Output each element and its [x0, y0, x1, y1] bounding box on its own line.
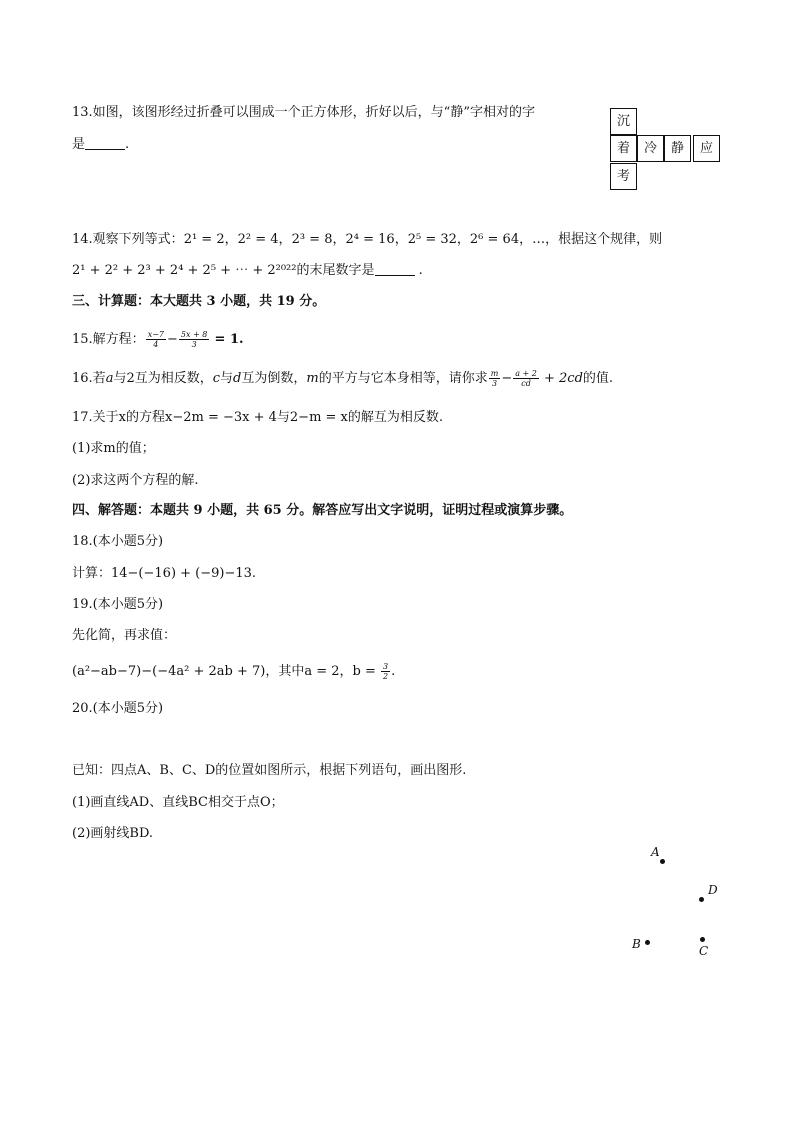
- point-b: [645, 940, 650, 945]
- q20-part2: (2)画射线BD.: [72, 826, 154, 841]
- point-c: [700, 937, 705, 942]
- q18-body: 计算：14−(−16) + (−9)−13.: [72, 566, 257, 581]
- q17-part2: (2)求这两个方程的解.: [72, 473, 199, 488]
- point-label-d: D: [708, 883, 718, 897]
- q14-eq-4: 2⁴ = 16: [345, 232, 395, 247]
- net-cell-6: 考: [610, 163, 637, 190]
- q15-prefix: 15.解方程：: [72, 332, 145, 347]
- net-cell-3: 冷: [637, 135, 664, 162]
- q17-part1: (1)求m的值；: [72, 441, 155, 456]
- q19-expr: (a²−ab−7)−(−4a² + 2ab + 7)，其中a = 2，b = $\frac{3}{2}$ .: [72, 662, 396, 681]
- net-cell-1: 沉: [610, 108, 637, 135]
- section-3-heading: 三、计算题：本大题共 3 小题，共 19 分。: [72, 294, 326, 309]
- q19-header: 19.(本小题5分): [72, 597, 164, 612]
- q14-line2-text: 的末尾数字是: [296, 263, 375, 278]
- point-d: [699, 897, 704, 902]
- q15-frac-1: $\frac{x-7}{4}$: [147, 330, 164, 349]
- q14-line2-expr: 2¹ + 2² + 2³ + 2⁴ + 2⁵ + ⋯ + 2²⁰²²: [72, 263, 297, 278]
- q14-line2-end: .: [418, 263, 423, 278]
- net-cell-4: 静: [664, 135, 691, 162]
- q14-eq-2: 2² = 4: [237, 232, 279, 247]
- q13-line2-suffix: .: [125, 137, 130, 152]
- q19-frac-b: $\frac{3}{2}$: [382, 662, 389, 681]
- q16: 16.若a与2互为相反数，c与d互为倒数，m的平方与它本身相等，请你求 $\frac{m}{3}$ − $\frac{a + 2}{cd}$ + 2cd的值.: [72, 369, 614, 388]
- q13-line1: 13.如图，该图形经过折叠可以围成一个正方体形，折好以后，与“静”字相对的字: [72, 105, 535, 120]
- q14-tail: ，…，根据这个规律，则: [519, 232, 663, 247]
- q17-line1: 17.关于x的方程x−2m = −3x + 4与2−m = x的解互为相反数.: [72, 410, 444, 425]
- q16-frac-2: $\frac{a + 2}{cd}$: [515, 369, 537, 388]
- q13-line2: [72, 136, 129, 154]
- q20-part1: (1)画直线AD、直线BC相交于点O；: [72, 795, 284, 810]
- net-cell-2: 着: [610, 135, 637, 162]
- q14-eq-6: 2⁶ = 64: [469, 232, 520, 247]
- answer-blank[interactable]: [375, 263, 415, 276]
- q15-frac-2: $\frac{5x + 8}{3}$: [180, 330, 208, 349]
- point-label-b: B: [632, 937, 641, 951]
- point-a: [660, 859, 665, 864]
- q19-intro: 先化简，再求值：: [72, 628, 177, 643]
- q13-line2-prefix: 是: [72, 137, 86, 152]
- answer-blank[interactable]: [85, 137, 125, 150]
- point-label-c: C: [699, 944, 709, 958]
- section-4-heading: 四、解答题：本题共 9 小题，共 65 分。解答应写出文字说明，证明过程或演算步骤。: [72, 503, 573, 518]
- q14-prefix: 14.观察下列等式：: [72, 232, 184, 247]
- q16-frac-1: $\frac{m}{3}$: [490, 369, 499, 388]
- q14-eq-5: 2⁵ = 32: [407, 232, 457, 247]
- q14-line1: 14.观察下列等式：2¹ = 2，2² = 4，2³ = 8，2⁴ = 16，2⁵ = 32，2⁶ = 64，…，根据这个规律，则: [72, 232, 663, 247]
- q18-header: 18.(本小题5分): [72, 534, 164, 549]
- q14-line2: [72, 262, 423, 280]
- q14-eq-1: 2¹ = 2: [183, 232, 225, 247]
- q20-header: 20.(本小题5分): [72, 701, 164, 716]
- q15-rhs: = 1.: [214, 332, 244, 347]
- q14-eq-3: 2³ = 8: [291, 232, 333, 247]
- net-cell-5: 应: [693, 135, 720, 162]
- q15: 15.解方程： $\frac{x-7}{4}$ − $\frac{5x + 8}{3}$ = 1.: [72, 330, 244, 349]
- q20-intro: 已知：四点A、B、C、D的位置如图所示，根据下列语句，画出图形.: [72, 763, 467, 778]
- point-label-a: A: [651, 845, 660, 859]
